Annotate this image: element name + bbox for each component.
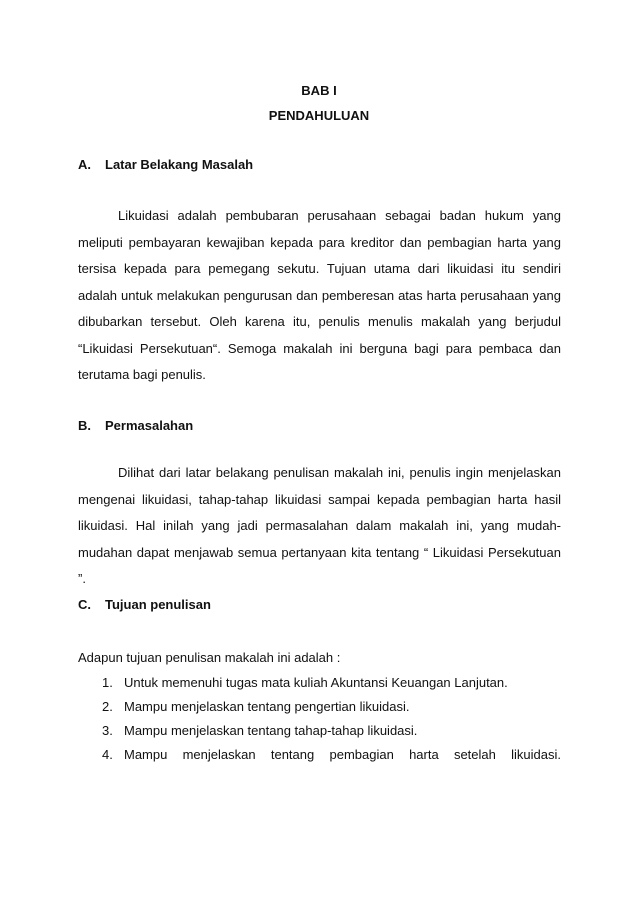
list-number: 3. xyxy=(102,723,113,738)
section-title: Permasalahan xyxy=(105,418,194,433)
list-text: Mampu menjelaskan tentang tahap-tahap likuidasi. xyxy=(124,723,418,738)
section-heading-c xyxy=(78,597,211,612)
section-letter: B. xyxy=(78,418,91,433)
paragraph-text: Likuidasi adalah pembubaran perusahaan sebagai badan hukum yang meliputi pembayaran kewajiban kepada para kreditor dan pembagian harta yang tersisa kepada para pemegang sekutu. Tujuan utama dari likuidasi itu sendiri adalah untuk melakukan pengurusan dan pemberesan atas harta perusahaan yang dibubarkan tersebut. Oleh karena itu, penulis menulis makalah yang berjudul “Likuidasi Persekutuan“. Semoga makalah ini berguna bagi para pembaca dan terutama bagi penulis. xyxy=(78,208,561,382)
list-item xyxy=(78,743,561,767)
list-number: 1. xyxy=(102,675,113,690)
section-heading-b xyxy=(78,418,193,433)
section-paragraph-b xyxy=(78,460,561,593)
list-text: Mampu menjelaskan tentang pengertian likuidasi. xyxy=(124,699,410,714)
list-number: 2. xyxy=(102,699,113,714)
chapter-label: BAB I xyxy=(301,83,337,98)
list-item xyxy=(78,695,561,719)
section-title: Tujuan penulisan xyxy=(105,597,211,612)
list-number: 4. xyxy=(102,747,113,762)
section-letter: C. xyxy=(78,597,91,612)
paragraph-text: Dilihat dari latar belakang penulisan makalah ini, penulis ingin menjelaskan mengenai likuidasi, tahap-tahap likuidasi sampai kepada pembagian harta hasil likuidasi. Hal inilah yang jadi permasalahan dalam makalah ini, yang mudah-mudahan dapat menjawab semua pertanyaan kita tentang “ Likuidasi Persekutuan ”. xyxy=(78,465,561,586)
section-title: Latar Belakang Masalah xyxy=(105,157,254,172)
objectives-list xyxy=(78,671,561,767)
section-paragraph-a xyxy=(78,203,561,389)
list-text: Untuk memenuhi tugas mata kuliah Akuntansi Keuangan Lanjutan. xyxy=(124,675,508,690)
section-heading-a xyxy=(78,157,253,172)
chapter-title: PENDAHULUAN xyxy=(268,108,370,123)
section-intro: Adapun tujuan penulisan makalah ini adalah : xyxy=(78,650,341,665)
list-item xyxy=(78,719,561,743)
section-letter: A. xyxy=(78,157,91,172)
list-text: Mampu menjelaskan tentang pembagian harta setelah likuidasi. xyxy=(124,747,561,762)
list-item xyxy=(78,671,561,695)
